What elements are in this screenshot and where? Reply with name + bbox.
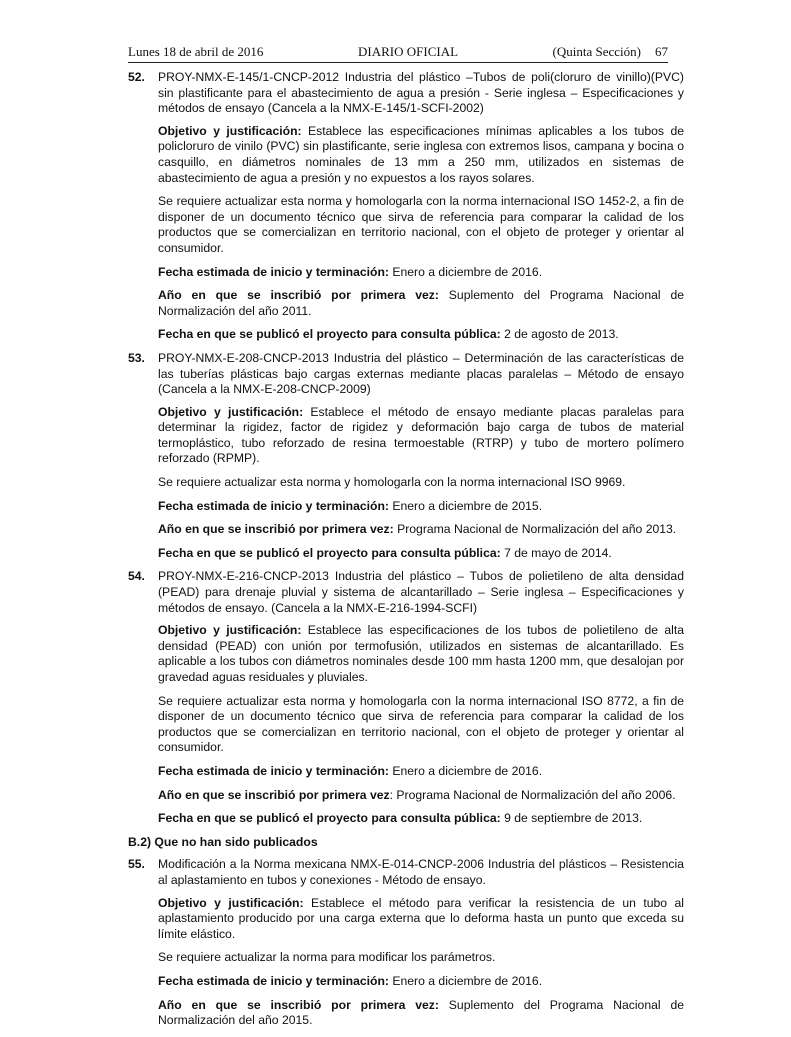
list-item — [128, 351, 684, 562]
item-objective — [158, 896, 684, 943]
item-published — [158, 546, 684, 562]
item-year — [158, 522, 684, 538]
item-requirement: Se requiere actualizar la norma para modificar los parámetros. — [158, 950, 496, 965]
dates-label: Fecha estimada de inicio y terminación: — [158, 973, 389, 988]
year-label: Año en que se inscribió por primera vez: — [158, 997, 439, 1012]
document-body — [128, 70, 684, 1037]
dates-text: Enero a diciembre de 2015. — [392, 498, 543, 513]
objective-text: Establece el método de ensayo mediante placas paralelas para determinar la rigidez, factor de rigidez y deformación bajo carga de tubos de material termoplástico, tubo reforzado de resina termoestable (RTRP) y tubo de mortero polímero reforzado (RPMP). — [158, 404, 684, 466]
header-page-number: 67 — [655, 44, 668, 59]
item-published — [158, 811, 684, 827]
year-text: Suplemento del Programa Nacional de Normalización del año 2015. — [158, 997, 684, 1028]
header-section-page — [539, 44, 668, 60]
dates-text: Enero a diciembre de 2016. — [392, 973, 543, 988]
dates-text: Enero a diciembre de 2016. — [392, 264, 543, 279]
item-title: Modificación a la Norma mexicana NMX-E-014-CNCP-2006 Industria del plásticos – Resistencia al aplastamiento en tubos y conexiones - Método de ensayo. — [158, 857, 684, 887]
item-objective — [158, 405, 684, 467]
item-year: Año en que se inscribió por primera vez: Programa Nacional de Normalización del año 2006. — [158, 787, 676, 802]
year-text: Suplemento del Programa Nacional de Normalización del año 2011. — [158, 288, 684, 318]
objective-text: Establece el método para verificar la resistencia de un tubo al aplastamiento producido por una carga externa que lo deforma hasta un punto que exceda su límite elástico. — [158, 895, 684, 941]
item-published — [158, 327, 684, 343]
objective-label: Objetivo y justificación: — [158, 404, 304, 419]
list-item — [128, 569, 684, 826]
year-label: Año en que se inscribió por primera vez — [158, 787, 390, 802]
objective-label: Objetivo y justificación: — [158, 123, 302, 138]
item-title: PROY-NMX-E-216-CNCP-2013 Industria del plástico – Tubos de polietileno de alta densidad (PEAD) para drenaje pluvial y sistema de alcantarillado – Serie inglesa – Especificaciones y métodos de ensayo. (Cancela a la NMX-E-216-1994-SCFI) — [158, 569, 684, 615]
item-requirement: Se requiere actualizar esta norma y homologarla con la norma internacional ISO 9969. — [158, 475, 626, 490]
list-item — [128, 70, 684, 343]
published-text: 2 de agosto de 2013. — [504, 327, 619, 342]
item-objective — [158, 124, 684, 186]
list-item — [128, 857, 684, 1028]
item-title: PROY-NMX-E-208-CNCP-2013 Industria del plástico – Determinación de las características de las tuberías plásticas bajo cargas externas mediante placas paralelas – Método de ensayo (Cancela a la NMX-E-208-CNCP-2009) — [158, 350, 684, 397]
objective-text: Establece las especificaciones mínimas aplicables a los tubos de policloruro de vinilo (PVC) sin plastificante, serie inglesa con extremos lisos, campana y bocina o casquillo, en diámetros nominales de 13 mm a 250 mm, utilizados en sistemas de abastecimiento de agua a presión y no expuestos a los rayos solares. — [158, 123, 684, 185]
dates-label: Fecha estimada de inicio y terminación: — [158, 763, 389, 778]
item-requirement: Se requiere actualizar esta norma y homologarla con la norma internacional ISO 8772, a fin de disponer de un documento técnico que sirva de referencia para comparar la calidad de los productos que se comercializan en territorio nacional, con el objeto de proteger y orientar al consumidor. — [158, 693, 684, 755]
objective-label: Objetivo y justificación: — [158, 895, 304, 910]
item-dates — [158, 265, 684, 281]
dates-text: Enero a diciembre de 2016. — [392, 763, 543, 778]
item-number: 54. — [128, 569, 145, 584]
item-number: 55. — [128, 857, 145, 872]
item-objective — [158, 623, 684, 685]
header-section: (Quinta Sección) — [552, 44, 641, 59]
item-year — [158, 288, 684, 319]
item-dates — [158, 974, 684, 990]
published-text: 9 de septiembre de 2013. — [504, 811, 643, 826]
header-publication: DIARIO OFICIAL — [358, 44, 459, 59]
published-label: Fecha en que se publicó el proyecto para consulta pública: — [158, 545, 501, 560]
section-heading: B.2) Que no han sido publicados — [128, 834, 318, 849]
year-text: Programa Nacional de Normalización del año 2013. — [397, 522, 677, 537]
item-requirement: Se requiere actualizar esta norma y homologarla con la norma internacional ISO 1452-2, a fin de disponer de un documento técnico que sirva de referencia para comparar la calidad de los productos que se comercializan en territorio nacional, con el objeto de proteger y orientar al consumidor. — [158, 194, 684, 255]
item-title: PROY-NMX-E-145/1-CNCP-2012 Industria del plástico –Tubos de poli(cloruro de vinillo)(PVC) sin plastificante para el abastecimiento de agua a presión - Serie inglesa – Especificaciones y métodos de ensayo (Cancela a la NMX-E-145/1-SCFI-2002) — [158, 70, 684, 116]
published-text: 7 de mayo de 2014. — [504, 545, 612, 560]
item-number: 52. — [128, 70, 145, 84]
objective-text: Establece las especificaciones de los tubos de polietileno de alta densidad (PEAD) con unión por termofusión, utilizados en sistemas de alcantarillado. Es aplicable a los tubos con diámetros nominales desde 100 mm hasta 1200 mm, que desalojan por gravedad aguas residuales y pluviales. — [158, 623, 685, 684]
published-label: Fecha en que se publicó el proyecto para consulta pública: — [158, 811, 501, 826]
published-label: Fecha en que se publicó el proyecto para consulta pública: — [158, 327, 501, 342]
dates-label: Fecha estimada de inicio y terminación: — [158, 498, 389, 513]
year-text: Programa Nacional de Normalización del año 2006. — [396, 787, 676, 802]
year-label: Año en que se inscribió por primera vez: — [158, 522, 394, 537]
header-date: Lunes 18 de abril de 2016 — [128, 44, 264, 59]
page-header — [128, 44, 668, 63]
dates-label: Fecha estimada de inicio y terminación: — [158, 264, 389, 279]
year-label: Año en que se inscribió por primera vez: — [158, 288, 439, 303]
item-dates — [158, 764, 684, 780]
item-dates — [158, 499, 684, 515]
item-number: 53. — [128, 350, 145, 365]
item-year — [158, 998, 684, 1029]
objective-label: Objetivo y justificación: — [158, 623, 302, 638]
